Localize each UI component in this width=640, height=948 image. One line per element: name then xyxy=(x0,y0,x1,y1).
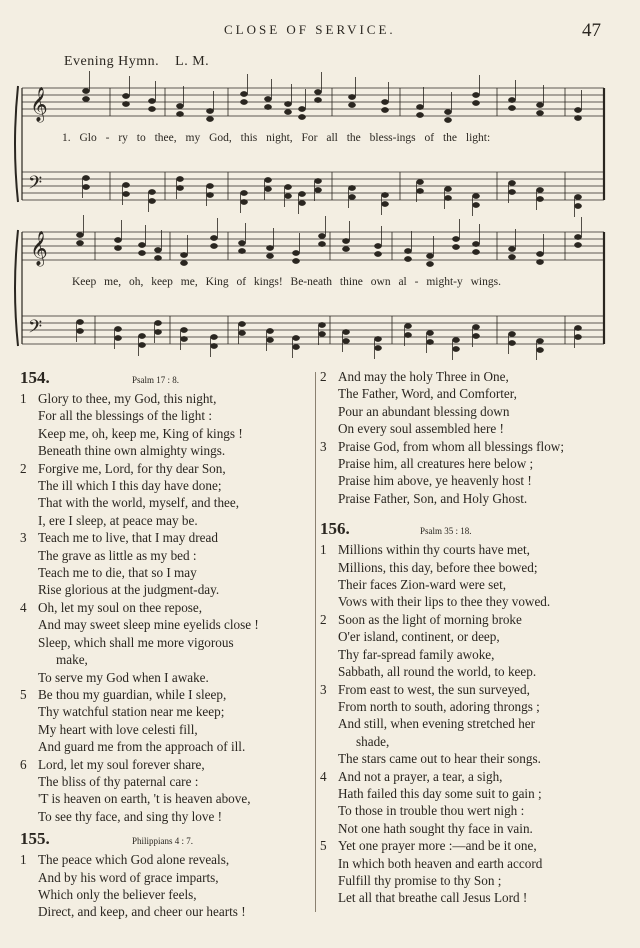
note-head xyxy=(472,100,479,105)
note-head xyxy=(298,200,305,205)
note-head xyxy=(444,186,451,191)
note-head xyxy=(266,253,273,258)
system-brace xyxy=(15,230,18,346)
hymn-156-text xyxy=(320,541,620,907)
note-head xyxy=(284,184,291,189)
note-head xyxy=(314,89,321,94)
note-head xyxy=(314,178,321,183)
note-head xyxy=(508,97,515,102)
note-head xyxy=(264,186,271,191)
note-head xyxy=(536,347,543,352)
note-head xyxy=(148,198,155,203)
verse-line: shade, xyxy=(356,733,390,749)
verse-line: Which only the believer feels, xyxy=(38,886,197,902)
note-head xyxy=(472,202,479,207)
verse-line: O'er island, continent, or deep, xyxy=(338,629,500,645)
lyrics-line-1: 1. Glo - ry to thee, my God, this night, For all the bless-ings of the light: xyxy=(62,132,491,144)
stanza-number: 1 xyxy=(20,852,27,868)
note-head xyxy=(508,331,515,336)
verse-line: The stars came out to hear their songs. xyxy=(338,751,541,767)
verse-line: Rise glorious at the judgment-day. xyxy=(38,582,220,598)
verse-text: Teach me to live, that I may dread xyxy=(38,530,218,546)
note-head xyxy=(342,238,349,243)
hymn-number: 154. xyxy=(20,368,50,387)
note-head xyxy=(206,108,213,113)
verse-line xyxy=(20,460,310,477)
lyrics-line-2: Keep me, oh, keep me, King of kings! Be-neath thine own al - might-y wings. xyxy=(72,276,501,288)
note-head xyxy=(180,260,187,265)
verse-line: 'T is heaven on earth, 't is heaven above, xyxy=(38,791,251,807)
verse-line: And still, when evening stretched her xyxy=(338,716,536,732)
note-head xyxy=(318,241,325,246)
note-head xyxy=(292,258,299,263)
note-head xyxy=(444,195,451,200)
note-head xyxy=(82,175,89,180)
verse-line xyxy=(320,611,620,628)
note-head xyxy=(298,114,305,119)
verse-line xyxy=(320,681,620,698)
note-head xyxy=(444,109,451,114)
note-head xyxy=(292,335,299,340)
stanza-number: 5 xyxy=(320,838,327,854)
verse-line xyxy=(20,686,310,703)
verse-line xyxy=(320,837,620,854)
note-head xyxy=(148,98,155,103)
treble-clef-icon: 𝄞 xyxy=(30,232,48,265)
verse-text: Praise God, from whom all blessings flow; xyxy=(338,438,564,454)
verse-text: Lord, let my soul forever share, xyxy=(38,756,205,772)
note-head xyxy=(264,96,271,101)
verse-line: Fulfill thy promise to thy Son ; xyxy=(338,872,502,888)
verse-line xyxy=(20,599,310,616)
verse-line: My heart with love celesti fill, xyxy=(38,721,198,737)
note-head xyxy=(416,179,423,184)
verse-text: Forgive me, Lord, for thy dear Son, xyxy=(38,460,226,476)
note-head xyxy=(238,330,245,335)
note-head xyxy=(114,237,121,242)
note-head xyxy=(180,327,187,332)
note-head xyxy=(148,106,155,111)
note-head xyxy=(238,240,245,245)
stanza-number: 6 xyxy=(20,756,27,772)
note-head xyxy=(264,104,271,109)
verse-line: Hath failed this day some suit to gain ; xyxy=(338,785,542,801)
verse-line: The grave as little as my bed : xyxy=(38,547,197,563)
tune-name: Evening Hymn. xyxy=(64,54,160,69)
note-head xyxy=(452,346,459,351)
note-head xyxy=(472,324,479,329)
note-head xyxy=(176,185,183,190)
note-head xyxy=(374,345,381,350)
note-head xyxy=(138,242,145,247)
note-head xyxy=(348,194,355,199)
stanza-number: 4 xyxy=(320,768,327,784)
note-head xyxy=(240,199,247,204)
note-head xyxy=(318,233,325,238)
note-head xyxy=(508,340,515,345)
verse-line: To see thy face, and sing thy love ! xyxy=(38,808,223,824)
system-brace xyxy=(15,86,18,202)
note-head xyxy=(374,251,381,256)
note-head xyxy=(176,103,183,108)
note-head xyxy=(416,112,423,117)
note-head xyxy=(76,319,83,324)
verse-line: The bliss of thy paternal care : xyxy=(38,773,199,789)
verse-line: Pour an abundant blessing down xyxy=(338,403,510,419)
note-head xyxy=(122,191,129,196)
stanza-number: 3 xyxy=(320,681,327,697)
verse-line xyxy=(320,368,620,385)
verse-line: I, ere I sleep, at peace may be. xyxy=(38,512,198,528)
note-head xyxy=(536,196,543,201)
scripture-reference: Psalm 17 : 8. xyxy=(132,375,180,385)
verse-line: For all the blessings of the light : xyxy=(38,408,212,424)
note-head xyxy=(154,255,161,260)
verse-line xyxy=(20,390,310,407)
note-head xyxy=(404,248,411,253)
note-head xyxy=(206,192,213,197)
note-head xyxy=(574,203,581,208)
verse-line: Praise him above, ye heavenly host ! xyxy=(338,473,532,489)
stanza-number: 1 xyxy=(20,391,27,406)
note-head xyxy=(348,102,355,107)
verse-line: Thy watchful station near me keep; xyxy=(38,704,225,720)
note-head xyxy=(82,96,89,101)
note-head xyxy=(574,234,581,239)
note-head xyxy=(266,337,273,342)
note-head xyxy=(508,105,515,110)
verse-text: And not a prayer, a tear, a sigh, xyxy=(338,768,503,784)
note-head xyxy=(374,243,381,248)
verse-text: Yet one prayer more :—and be it one, xyxy=(338,838,537,854)
verse-text: Millions within thy courts have met, xyxy=(338,542,530,558)
note-head xyxy=(210,334,217,339)
stanza-number: 5 xyxy=(20,686,27,702)
verse-line: Thy far-spread family awoke, xyxy=(338,646,495,662)
verse-line: In which both heaven and earth accord xyxy=(338,855,543,871)
note-head xyxy=(426,330,433,335)
note-head xyxy=(404,332,411,337)
note-head xyxy=(574,194,581,199)
note-head xyxy=(240,99,247,104)
note-head xyxy=(472,92,479,97)
note-head xyxy=(472,249,479,254)
hymn-154-text xyxy=(20,390,310,825)
note-head xyxy=(426,253,433,258)
note-head xyxy=(381,99,388,104)
note-head xyxy=(138,342,145,347)
note-head xyxy=(76,328,83,333)
hymn-155-text xyxy=(20,851,310,921)
verse-line: Beneath thine own almighty wings. xyxy=(38,443,226,459)
note-head xyxy=(348,185,355,190)
hymn-156-heading xyxy=(320,519,620,541)
verse-text: And may the holy Three in One, xyxy=(338,369,509,384)
treble-clef-icon: 𝄞 xyxy=(30,88,48,121)
note-head xyxy=(472,193,479,198)
hymn-155-heading xyxy=(20,829,310,851)
note-head xyxy=(342,246,349,251)
note-head xyxy=(114,245,121,250)
note-head xyxy=(426,261,433,266)
note-head xyxy=(238,321,245,326)
verse-line xyxy=(20,851,310,868)
note-head xyxy=(536,187,543,192)
note-head xyxy=(180,336,187,341)
note-head xyxy=(240,190,247,195)
note-head xyxy=(472,333,479,338)
note-head xyxy=(444,117,451,122)
note-head xyxy=(154,320,161,325)
verse-text: Oh, let my soul on thee repose, xyxy=(38,599,203,615)
note-head xyxy=(210,243,217,248)
note-head xyxy=(536,259,543,264)
verse-line: And may sweet sleep mine eyelids close ! xyxy=(38,617,259,633)
note-head xyxy=(82,88,89,93)
note-head xyxy=(381,192,388,197)
note-head xyxy=(416,188,423,193)
verse-line: And guard me from the approach of ill. xyxy=(38,739,246,755)
note-head xyxy=(508,254,515,259)
verse-line: And by his word of grace imparts, xyxy=(38,869,219,885)
verse-line: make, xyxy=(56,652,88,668)
note-head xyxy=(76,232,83,237)
verse-line: Millions, this day, before thee bowed; xyxy=(338,559,538,575)
note-head xyxy=(284,109,291,114)
verse-text: Glory to thee, my God, this night, xyxy=(38,391,217,406)
note-head xyxy=(508,180,515,185)
note-head xyxy=(154,247,161,252)
verse-line: Let all that breathe call Jesus Lord ! xyxy=(338,890,528,906)
stanza-number: 1 xyxy=(320,542,327,558)
note-head xyxy=(342,338,349,343)
note-head xyxy=(266,245,273,250)
note-head xyxy=(536,110,543,115)
note-head xyxy=(381,201,388,206)
hymn-154-heading xyxy=(20,368,310,390)
note-head xyxy=(574,242,581,247)
note-head xyxy=(508,189,515,194)
verse-line: Direct, and keep, and cheer our hearts ! xyxy=(38,904,246,920)
verse-line: Their faces Zion-ward were set, xyxy=(338,577,507,593)
note-head xyxy=(452,337,459,342)
verse-line: Praise him, all creatures here below ; xyxy=(338,456,534,472)
note-head xyxy=(292,250,299,255)
note-head xyxy=(404,256,411,261)
verse-line: Sleep, which shall me more vigorous xyxy=(38,634,234,650)
hymn-155-continued xyxy=(320,368,620,507)
verse-line: Not one hath sought thy face in vain. xyxy=(338,820,533,836)
tune-meter: L. M. xyxy=(175,54,210,69)
note-head xyxy=(284,101,291,106)
note-head xyxy=(138,250,145,255)
note-head xyxy=(508,246,515,251)
note-head xyxy=(82,184,89,189)
note-head xyxy=(114,326,121,331)
note-head xyxy=(154,329,161,334)
verse-text: From east to west, the sun surveyed, xyxy=(338,681,530,697)
verse-text: The peace which God alone reveals, xyxy=(38,852,230,868)
stanza-number: 4 xyxy=(20,599,27,615)
note-head xyxy=(314,187,321,192)
note-head xyxy=(426,339,433,344)
note-head xyxy=(318,322,325,327)
note-head xyxy=(574,107,581,112)
note-head xyxy=(122,101,129,106)
note-head xyxy=(416,104,423,109)
verse-text: Soon as the light of morning broke xyxy=(338,611,522,627)
note-head xyxy=(348,94,355,99)
verse-text: Be thou my guardian, while I sleep, xyxy=(38,686,227,702)
right-column xyxy=(320,368,620,907)
stanza-number: 3 xyxy=(20,530,27,546)
note-head xyxy=(180,252,187,257)
note-head xyxy=(176,111,183,116)
verse-line: The Father, Word, and Comforter, xyxy=(338,386,517,402)
verse-line: Teach me to die, that so I may xyxy=(38,565,197,581)
note-head xyxy=(122,93,129,98)
note-head xyxy=(138,333,145,338)
note-head xyxy=(574,325,581,330)
note-head xyxy=(206,116,213,121)
note-head xyxy=(536,338,543,343)
verse-line: From north to south, adoring throngs ; xyxy=(338,698,540,714)
note-head xyxy=(381,107,388,112)
verse-line: Keep me, oh, keep me, King of kings ! xyxy=(38,425,243,441)
verse-line xyxy=(320,541,620,558)
note-head xyxy=(298,191,305,196)
note-head xyxy=(148,189,155,194)
note-head xyxy=(472,241,479,246)
note-head xyxy=(452,244,459,249)
stanza-number: 3 xyxy=(320,438,327,454)
verse-line: Sabbath, all round the world, to keep. xyxy=(338,664,537,680)
note-head xyxy=(114,335,121,340)
note-head xyxy=(318,331,325,336)
bass-clef-icon: 𝄢 xyxy=(28,172,43,197)
verse-line: To serve my God when I awake. xyxy=(38,669,209,685)
note-head xyxy=(342,329,349,334)
verse-line: That with the world, myself, and thee, xyxy=(38,495,240,511)
note-head xyxy=(292,344,299,349)
verse-line xyxy=(320,438,620,455)
verse-line: Vows with their lips to thee they vowed. xyxy=(338,594,551,610)
note-head xyxy=(284,193,291,198)
column-divider xyxy=(315,372,316,912)
note-head xyxy=(238,248,245,253)
note-head xyxy=(404,323,411,328)
note-head xyxy=(574,115,581,120)
note-head xyxy=(264,177,271,182)
note-head xyxy=(240,91,247,96)
note-head xyxy=(266,328,273,333)
bass-clef-icon: 𝄢 xyxy=(28,316,43,341)
scripture-reference: Psalm 35 : 18. xyxy=(420,526,472,537)
verse-line xyxy=(20,756,310,773)
note-head xyxy=(298,106,305,111)
note-head xyxy=(76,240,83,245)
note-head xyxy=(536,102,543,107)
stanza-number: 2 xyxy=(320,369,327,384)
stanza-number: 2 xyxy=(320,611,327,627)
note-head xyxy=(122,182,129,187)
verse-line: On every soul assembled here ! xyxy=(338,421,504,437)
note-head xyxy=(452,236,459,241)
scripture-reference: Philippians 4 : 7. xyxy=(132,836,194,847)
verse-line: To those in trouble thou wert nigh : xyxy=(338,803,525,819)
music-score xyxy=(0,0,640,360)
hymn-number: 156. xyxy=(320,519,350,539)
verse-line: The ill which I this day have done; xyxy=(38,478,222,494)
note-head xyxy=(314,97,321,102)
verse-line xyxy=(20,529,310,546)
note-head xyxy=(206,183,213,188)
note-head xyxy=(210,235,217,240)
note-head xyxy=(176,176,183,181)
left-column xyxy=(20,368,310,921)
running-title: CLOSE OF SERVICE. xyxy=(224,22,396,37)
note-head xyxy=(536,251,543,256)
page-number: 47 xyxy=(582,20,601,41)
stanza-number: 2 xyxy=(20,460,27,476)
note-head xyxy=(210,343,217,348)
hymn-number: 155. xyxy=(20,829,50,849)
note-head xyxy=(574,334,581,339)
verse-line xyxy=(320,768,620,785)
note-head xyxy=(374,336,381,341)
verse-line: Praise Father, Son, and Holy Ghost. xyxy=(338,490,528,506)
